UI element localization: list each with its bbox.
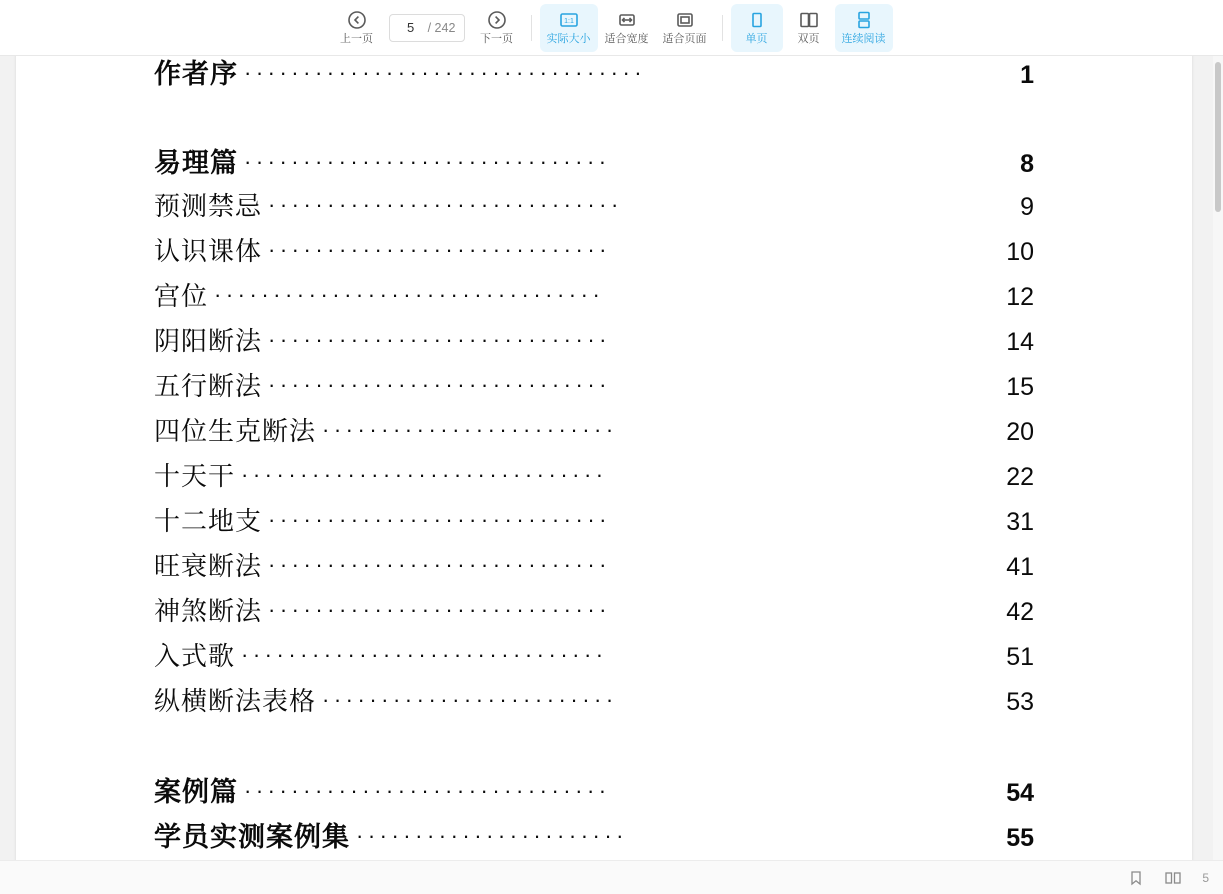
toc-entry-page: 12 [1006, 283, 1034, 311]
toc-leader-dots: ······························· [241, 642, 608, 667]
next-page-button[interactable] [471, 4, 523, 52]
toc-entry-title: 预测禁忌 [154, 191, 263, 221]
continuous-scroll-label: 连续阅读 [841, 33, 886, 45]
toc-entry-title: 四位生克断法 [154, 416, 317, 446]
vertical-scrollbar[interactable] [1213, 56, 1223, 894]
toc-entry-page: 51 [1006, 643, 1034, 671]
next-page-label: 下一页 [480, 33, 513, 45]
single-page-label: 单页 [745, 33, 768, 45]
toc-entry[interactable] [154, 815, 1034, 860]
toc-entry[interactable] [154, 186, 1034, 231]
toc-entry-page: 54 [1006, 779, 1034, 807]
toc-entry[interactable] [154, 276, 1034, 321]
fit-page-button[interactable] [656, 4, 714, 52]
toc-entry-title: 作者序 [154, 59, 238, 89]
toc-leader-dots: ······························ [268, 192, 623, 217]
toc-entry-title: 认识课体 [154, 236, 263, 266]
toc-entry[interactable] [154, 456, 1034, 501]
bottom-bar [0, 860, 1223, 894]
toc-entry[interactable] [154, 770, 1034, 815]
double-page-button[interactable] [783, 4, 835, 52]
toc-entry-page: 22 [1006, 463, 1034, 491]
toc-entry[interactable] [154, 231, 1034, 276]
toc-entry-page: 55 [1006, 824, 1034, 852]
fit-width-icon [617, 9, 637, 31]
single-page-icon [747, 9, 767, 31]
toc-entry[interactable] [154, 501, 1034, 546]
fit-page-icon [675, 9, 695, 31]
page-number-input[interactable] [389, 14, 465, 42]
toc-leader-dots: ························· [322, 417, 618, 442]
prev-page-label: 上一页 [340, 33, 373, 45]
actual-size-icon [559, 9, 579, 31]
toc-leader-dots: ······························· [244, 778, 611, 803]
table-of-contents [154, 56, 1034, 860]
toc-entry[interactable] [154, 591, 1034, 636]
continuous-scroll-icon [854, 9, 874, 31]
toc-leader-dots: ····························· [268, 597, 611, 622]
toc-leader-dots: ························· [322, 687, 618, 712]
toc-entry-page: 53 [1006, 688, 1034, 716]
page-current: 5 [406, 20, 415, 35]
page-total: / 242 [427, 20, 456, 35]
toc-entry[interactable] [154, 636, 1034, 681]
scrollbar-thumb[interactable] [1215, 62, 1221, 212]
toc-entry-page: 9 [1020, 193, 1034, 221]
chevron-left-circle-icon [347, 9, 367, 31]
toc-entry-title: 宫位 [154, 281, 209, 311]
toc-leader-dots: ····························· [268, 327, 611, 352]
toc-entry-title: 十天干 [154, 461, 236, 491]
toc-entry-title: 旺衰断法 [154, 551, 263, 581]
toc-entry-title: 十二地支 [154, 506, 263, 536]
toc-entry-page: 41 [1006, 553, 1034, 581]
fit-width-button[interactable] [598, 4, 656, 52]
toc-leader-dots: ·································· [244, 60, 647, 85]
toc-leader-dots: ····························· [268, 507, 611, 532]
zoom-actual-size-button[interactable] [540, 4, 598, 52]
toc-entry-title: 入式歌 [154, 641, 236, 671]
continuous-scroll-button[interactable] [835, 4, 893, 52]
toc-leader-dots: ····························· [268, 552, 611, 577]
toc-entry-page: 15 [1006, 373, 1034, 401]
toc-entry-page: 10 [1006, 238, 1034, 266]
toc-leader-dots: ······························· [244, 149, 611, 174]
toc-section-gap [154, 726, 1034, 770]
toc-entry-title: 神煞断法 [154, 596, 263, 626]
single-page-button[interactable] [731, 4, 783, 52]
toc-entry-page: 20 [1006, 418, 1034, 446]
toc-entry-title: 纵横断法表格 [154, 686, 317, 716]
bottom-corner-text: 5 [1202, 870, 1209, 885]
toolbar [0, 0, 1223, 56]
double-page-label: 双页 [797, 33, 820, 45]
toc-entry-title: 案例篇 [154, 777, 238, 807]
toc-entry-page: 31 [1006, 508, 1034, 536]
toc-entry[interactable] [154, 321, 1034, 366]
toc-entry[interactable] [154, 141, 1034, 186]
zoom-actual-size-label: 实际大小 [546, 33, 591, 45]
bookmark-icon[interactable] [1128, 870, 1144, 886]
toc-entry[interactable] [154, 546, 1034, 591]
pdf-page [16, 56, 1192, 872]
svg-text:1:1: 1:1 [563, 18, 574, 25]
toc-entry[interactable] [154, 681, 1034, 726]
prev-page-button[interactable] [331, 4, 383, 52]
chevron-right-circle-icon [487, 9, 507, 31]
thumbnail-grid-icon[interactable] [1164, 870, 1182, 886]
toc-entry[interactable] [154, 56, 1034, 97]
toc-entry-title: 学员实测案例集 [154, 822, 350, 852]
fit-page-label: 适合页面 [662, 33, 707, 45]
toc-leader-dots: ······························· [241, 462, 608, 487]
toc-leader-dots: ····························· [268, 237, 611, 262]
toc-entry-page: 42 [1006, 598, 1034, 626]
toc-entry-page: 1 [1020, 61, 1034, 89]
pdf-viewport[interactable] [0, 56, 1223, 894]
toc-entry-page: 8 [1020, 150, 1034, 178]
toc-entry-title: 五行断法 [154, 371, 263, 401]
double-page-icon [799, 9, 819, 31]
toc-entry[interactable] [154, 366, 1034, 411]
toolbar-divider-1 [531, 15, 532, 41]
fit-width-label: 适合宽度 [604, 33, 649, 45]
toc-entry-page: 14 [1006, 328, 1034, 356]
toolbar-divider-2 [722, 15, 723, 41]
toc-entry[interactable] [154, 411, 1034, 456]
toc-leader-dots: ································· [214, 282, 605, 307]
toc-leader-dots: ····························· [268, 372, 611, 397]
toc-entry-title: 易理篇 [154, 148, 238, 178]
toc-entry-title: 阴阳断法 [154, 326, 263, 356]
toc-leader-dots: ······················· [356, 823, 629, 848]
toc-section-gap [154, 97, 1034, 141]
